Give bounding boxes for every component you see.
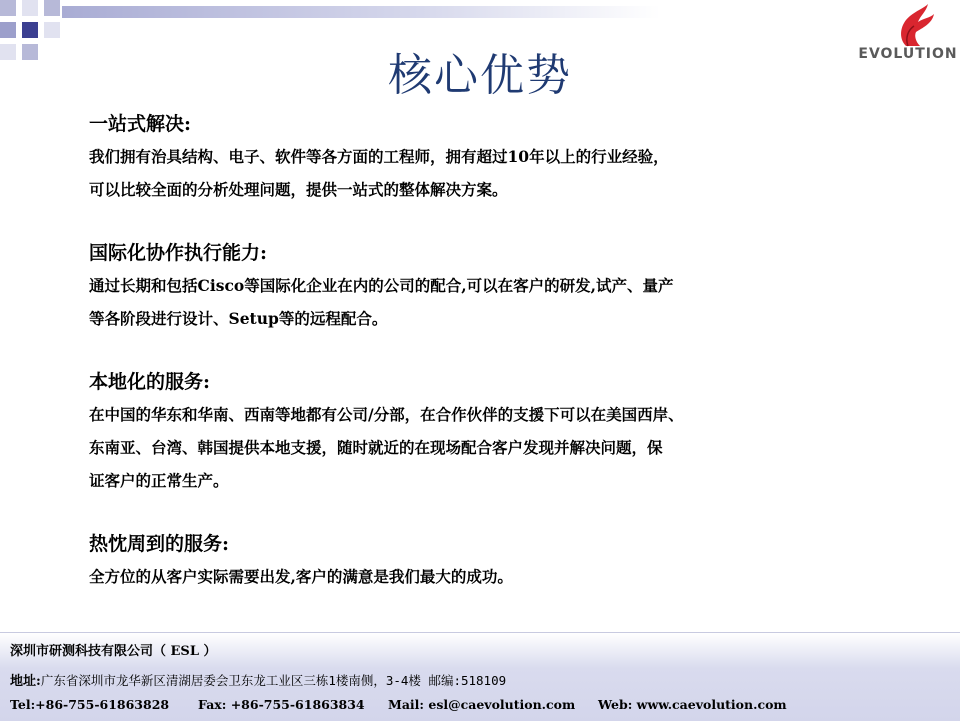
footer-company: 深圳市研测科技有限公司（ ESL ）: [10, 644, 217, 659]
section-heading: 本地化的服务:: [89, 371, 211, 393]
footer-web[interactable]: Web: www.caevolution.com: [598, 697, 787, 712]
section-heading: 一站式解决:: [89, 113, 192, 135]
footer-fax: Fax: +86-755-61863834: [198, 697, 365, 712]
footer-mail[interactable]: Mail: esl@caevolution.com: [388, 697, 576, 712]
address-value: 广东省深圳市龙华新区清湖居委会卫东龙工业区三栋1楼南侧，3-4楼 邮编:518109: [40, 673, 507, 688]
footer: [0, 632, 960, 721]
section-line: 我们拥有治具结构、电子、软件等各方面的工程师，拥有超过10年以上的行业经验，: [89, 147, 669, 166]
section-line: 全方位的从客户实际需要出发,客户的满意是我们最大的成功。: [89, 567, 513, 586]
section-line: 在中国的华东和华南、西南等地都有公司/分部，在合作伙伴的支援下可以在美国西岸、: [89, 405, 684, 424]
section-one-stop: [89, 108, 929, 206]
section-international: [89, 237, 929, 335]
section-line: 证客户的正常生产。: [89, 471, 229, 490]
page-title: 核心优势: [388, 50, 572, 101]
section-local-service: [89, 366, 929, 497]
section-line: 可以比较全面的分析处理问题，提供一站式的整体解决方案。: [89, 180, 508, 199]
phoenix-icon: [858, 2, 958, 48]
address-label: 地址:: [10, 674, 41, 689]
section-line: 等各阶段进行设计、Setup等的远程配合。: [89, 309, 388, 328]
section-heading: 热忱周到的服务:: [89, 533, 230, 555]
section-heading: 国际化协作执行能力:: [89, 242, 268, 264]
section-thoughtful-service: [89, 528, 929, 593]
section-line: 东南亚、台湾、韩国提供本地支援，随时就近的在现场配合客户发现并解决问题，保: [89, 438, 663, 457]
content-body: [89, 108, 929, 624]
section-line: 通过长期和包括Cisco等国际化企业在内的公司的配合,可以在客户的研发,试产、量产: [89, 276, 674, 295]
logo-text: EVOLUTION: [858, 46, 958, 62]
footer-tel: Tel:+86-755-61863828: [10, 697, 170, 712]
footer-address: [10, 670, 506, 689]
